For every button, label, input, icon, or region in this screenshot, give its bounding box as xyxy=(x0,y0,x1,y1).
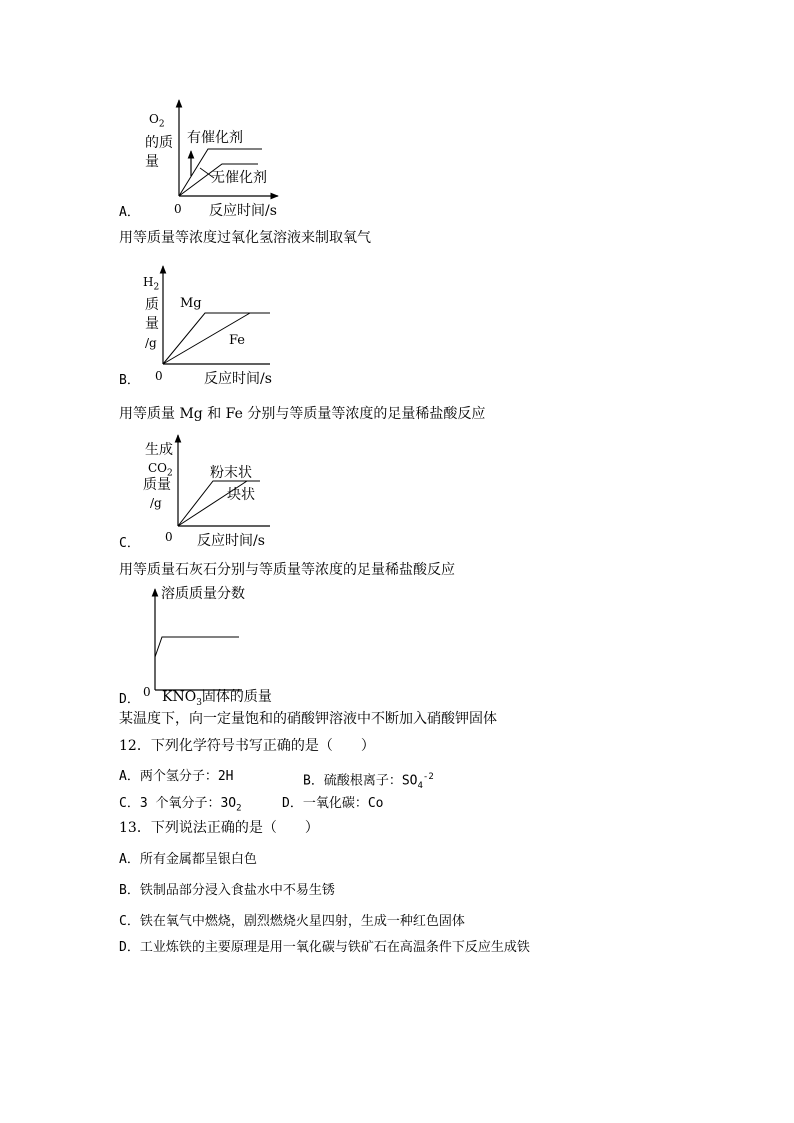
graph-b-curve-2-label: Fe xyxy=(229,333,246,348)
graph-a-ylabel-2: 的质 xyxy=(145,135,173,151)
q13-stem: 13．下列说法正确的是（ ） xyxy=(119,820,319,836)
q12-stem: 12．下列化学符号书写正确的是（ ） xyxy=(119,738,375,754)
graph-d-origin: 0 xyxy=(143,685,151,699)
q13-option-c: C．铁在氧气中燃烧，剧烈燃烧火星四射，生成一种红色固体 xyxy=(119,914,465,929)
graph-c-ylabel-3: 质量 xyxy=(143,477,171,493)
graph-b-ylabel-3: 量 xyxy=(145,316,159,332)
q13-option-a: A．所有金属都呈银白色 xyxy=(119,852,257,867)
graph-a-ylabel-3: 量 xyxy=(145,154,159,170)
graph-d-ylabel: 溶质质量分数 xyxy=(161,586,245,602)
graph-a-caption: 用等质量等浓度过氧化氢溶液来制取氧气 xyxy=(119,230,371,246)
graph-b-ylabel-1: $H_2$ xyxy=(143,275,160,293)
graph-d-letter: D． xyxy=(119,692,140,707)
q12-option-a: A．两个氢分子：2H xyxy=(119,769,234,784)
graph-b-ylabel-4: /g xyxy=(145,336,157,350)
q13-option-b: B．铁制品部分浸入食盐水中不易生锈 xyxy=(119,883,335,898)
graph-c-letter: C． xyxy=(119,536,140,551)
q12-option-b: B．硫酸根离子：$SO_4^{-2}$ xyxy=(303,772,434,791)
graph-d-caption: 某温度下，向一定量饱和的硝酸钾溶液中不断加入硝酸钾固体 xyxy=(119,711,497,727)
graph-c-ylabel-2: $CO_2$ xyxy=(148,461,173,479)
graph-b-letter: B． xyxy=(119,373,140,388)
graph-a-curve-1-label: 有催化剂 xyxy=(187,130,243,146)
graph-c-caption: 用等质量石灰石分别与等质量等浓度的足量稀盐酸反应 xyxy=(119,562,455,578)
q12-option-d: D．一氧化碳：Co xyxy=(282,796,384,811)
graph-b-curve-1-label: Mg xyxy=(180,296,202,311)
graph-a-ylabel-1: $O_2$ xyxy=(149,112,165,130)
graph-a-letter: A． xyxy=(119,205,140,220)
graph-c-curve-1-label: 粉末状 xyxy=(210,465,252,481)
q12-option-c: C．3 个氧分子：$3O_2$ xyxy=(119,796,242,814)
graph-b-xlabel: 反应时间/s xyxy=(204,371,272,387)
graph-c-ylabel-1: 生成 xyxy=(145,442,173,458)
graph-c-xlabel: 反应时间/s xyxy=(197,533,265,549)
q13-option-d: D．工业炼铁的主要原理是用一氧化碳与铁矿石在高温条件下反应生成铁 xyxy=(119,940,530,955)
graph-d-xlabel: $KNO_3$固体的质量 xyxy=(162,689,272,708)
graph-b-ylabel-2: 质 xyxy=(145,297,159,313)
graph-a-xlabel: 反应时间/s xyxy=(209,203,277,219)
graph-a-curve-2-label: 无催化剂 xyxy=(211,170,267,186)
graph-b-origin: 0 xyxy=(155,369,163,383)
graph-c-curve-2-label: 块状 xyxy=(227,487,255,503)
graph-c-origin: 0 xyxy=(165,530,173,544)
graph-b-caption: 用等质量 Mg 和 Fe 分别与等质量等浓度的足量稀盐酸反应 xyxy=(119,406,486,422)
graph-a-origin: 0 xyxy=(174,202,182,216)
graph-d-curve xyxy=(155,637,239,657)
graph-c-ylabel-4: /g xyxy=(150,496,162,510)
